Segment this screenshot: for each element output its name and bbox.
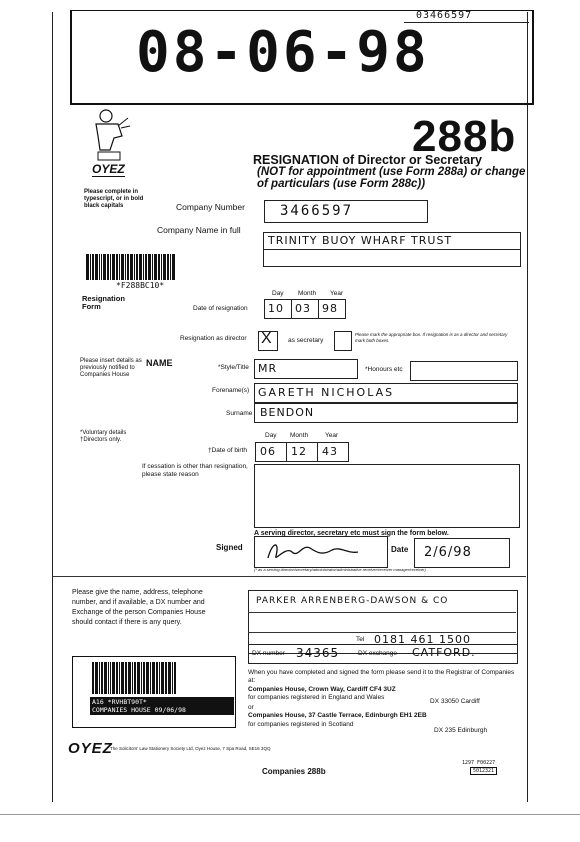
- edinburgh-note: for companies registered in Scotland: [248, 721, 354, 728]
- footer-publisher: The Solicitors' Law Stationery Society Ltd, Oyez House, 7 Spa Road, SE16 3QQ: [110, 746, 271, 751]
- as-director-mark: X: [261, 330, 272, 347]
- dx-exchange-value: CATFORD.: [412, 646, 476, 659]
- or-label: or: [248, 704, 254, 711]
- honours-label: *Honours etc: [365, 366, 403, 373]
- dob-day: 06: [260, 445, 276, 458]
- forenames-label: Forename(s): [212, 387, 250, 394]
- dx-number-value: 34365: [296, 646, 340, 660]
- footer-code-1: 1297 F00227: [462, 760, 496, 766]
- barcode-received-stamp: COMPANIES HOUSE 09/06/98: [92, 706, 186, 714]
- edinburgh-address: Companies House, 37 Castle Terrace, Edinburgh EH1 2EB: [248, 712, 427, 719]
- cessation-note: If cessation is other than resignation, please state reason: [142, 463, 248, 478]
- barcode-bottom: [92, 662, 212, 694]
- company-name-field-line2[interactable]: [263, 249, 521, 267]
- cardiff-address: Companies House, Crown Way, Cardiff CF4 3UZ: [248, 686, 396, 693]
- signed-label: Signed: [216, 543, 243, 552]
- surname-label: Surname: [226, 410, 253, 417]
- company-number-label: Company Number: [176, 202, 245, 212]
- dob-year-header: Year: [325, 432, 339, 439]
- dx-number-label: DX number: [252, 650, 285, 657]
- forenames-value: GARETH NICHOLAS: [258, 386, 395, 399]
- month-header: Month: [298, 290, 317, 297]
- dob-day-header: Day: [265, 432, 277, 439]
- as-director-label: Resignation as director: [180, 335, 247, 342]
- sign-date-label: Date: [391, 545, 409, 554]
- as-secretary-label: as secretary: [288, 337, 324, 344]
- name-heading: NAME: [146, 358, 173, 368]
- tel-label: Tel: [356, 636, 365, 643]
- edinburgh-dx: DX 235 Edinburgh: [434, 727, 488, 734]
- company-number-value: 3466597: [280, 203, 354, 219]
- completion-instruction: Please complete in typescript, or in bold black capitals: [84, 189, 144, 209]
- contact-name: PARKER ARRENBERG-DAWSON & CO: [256, 596, 449, 606]
- return-intro: When you have completed and signed the form please send it to the Registrar of Companies at:: [248, 669, 515, 684]
- barcode-bottom-caption: [90, 697, 234, 715]
- form-code: 288b: [412, 112, 517, 161]
- received-date-stamp: 08-06-98: [136, 20, 430, 85]
- year-header: Year: [330, 290, 344, 297]
- dob-month: 12: [291, 445, 307, 458]
- resignation-year: 98: [322, 302, 338, 315]
- cardiff-dx: DX 33050 Cardiff: [430, 698, 480, 705]
- handwritten-signature: [262, 538, 372, 564]
- oyez-brand: OYEZ: [92, 162, 125, 176]
- form-title: RESIGNATION of Director or Secretary: [253, 153, 482, 167]
- style-title-label: *Style/Title: [218, 364, 249, 371]
- footer-oyez-brand: OYEZ: [68, 740, 113, 757]
- resignation-section-label: Resignation Form: [82, 294, 125, 311]
- company-ref-top: 03466597: [416, 10, 473, 21]
- mark-both-note: Please mark the appropriate box. If resignation is as a director and secretary mark both boxes.: [355, 332, 508, 343]
- scan-edge-line: [0, 814, 580, 815]
- style-title-value: MR: [258, 362, 278, 375]
- barcode-code-a: A16: [92, 698, 104, 706]
- voluntary-details-note: *Voluntary details †Directors only.: [80, 430, 127, 443]
- dob-label: †Date of birth: [208, 447, 248, 454]
- honours-field[interactable]: [410, 361, 518, 381]
- cessation-reason-field[interactable]: [254, 464, 520, 528]
- dob-year: 43: [322, 445, 338, 458]
- day-header: Day: [272, 290, 284, 297]
- contact-instructions: Please give the name, address, telephone number, and if available, a DX number and Exchange of the person Companies House should contact if there is any query.: [72, 589, 206, 626]
- dx-exchange-label: DX exchange: [358, 650, 398, 657]
- serving-signer-note: A serving director, secretary etc must sign the form below.: [254, 530, 449, 537]
- resignation-day: 10: [268, 302, 284, 315]
- as-secretary-checkbox[interactable]: [334, 331, 352, 351]
- company-name-value: TRINITY BUOY WHARF TRUST: [268, 234, 453, 247]
- sign-date-value: 2/6/98: [424, 545, 472, 560]
- footer-form-name: Companies 288b: [262, 767, 326, 776]
- resignation-month: 03: [295, 302, 311, 315]
- resignation-date-label: Date of resignation: [193, 305, 248, 312]
- previously-notified-note: Please insert details as previously notified to Companies House: [80, 358, 142, 378]
- form-subtitle: (NOT for appointment (use Form 288a) or change of particulars (use Form 288c)): [257, 166, 526, 190]
- tel-value: 0181 461 1500: [374, 633, 471, 646]
- contact-rule-1: [248, 612, 516, 613]
- delete-as-appropriate-note: (* as a serving director/secretary/administrator/administrative receiver/receiver manager/receiver): [254, 567, 426, 572]
- barcode-top: [86, 254, 210, 280]
- oyez-crier-logo-icon: [88, 106, 132, 162]
- cardiff-note: for companies registered in England and Wales: [248, 694, 385, 701]
- company-name-label: Company Name in full: [157, 225, 241, 235]
- dob-month-header: Month: [290, 432, 309, 439]
- surname-value: BENDON: [260, 406, 315, 419]
- footer-code-2: 5012321: [470, 767, 497, 775]
- barcode-code-b: *RVHBT90T*: [107, 698, 147, 706]
- barcode-top-caption: *F288BC10*: [116, 281, 165, 290]
- section-divider: [52, 576, 526, 577]
